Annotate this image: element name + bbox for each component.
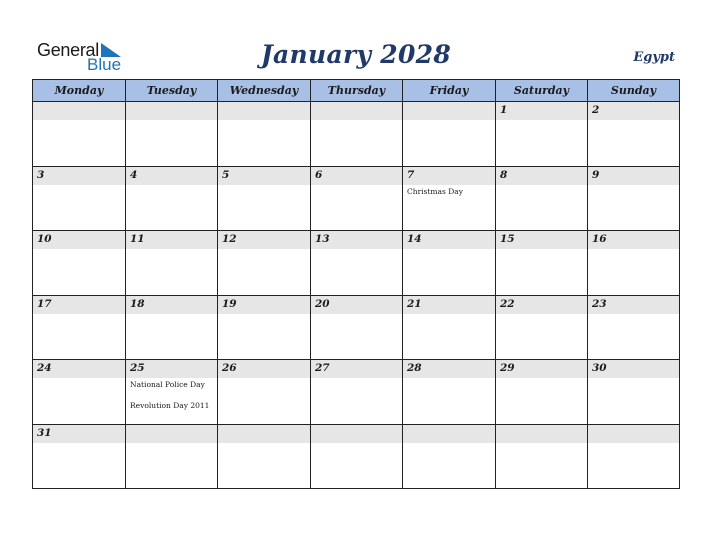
day-number-band: [403, 102, 495, 120]
day-cell-26: [218, 360, 311, 424]
day-number: 28: [407, 362, 422, 374]
day-cell-5: [218, 167, 311, 231]
day-number: 27: [315, 362, 330, 374]
day-number-band: [588, 167, 679, 185]
week-row: [33, 425, 679, 490]
day-cell-17: [33, 296, 126, 360]
day-number: 17: [37, 297, 52, 310]
calendar-title: January 2028: [260, 40, 452, 69]
day-cell-9: [588, 167, 679, 231]
day-number-band: [403, 167, 495, 185]
day-cell-empty: [588, 425, 679, 490]
day-cell-29: [496, 360, 588, 424]
day-number: 23: [592, 297, 607, 310]
day-cell-25: [126, 360, 218, 424]
day-cell-30: [588, 360, 679, 424]
day-number-band: [218, 102, 310, 120]
day-number-band: [588, 425, 679, 443]
weekday-header-tuesday: Tuesday: [126, 80, 218, 101]
day-number: 16: [592, 233, 607, 245]
day-cell-empty: [126, 425, 218, 490]
day-cell-15: [496, 231, 588, 295]
day-number: 22: [500, 297, 515, 310]
day-number: 26: [222, 362, 237, 374]
day-number: 29: [500, 362, 515, 374]
day-number-band: [33, 102, 125, 120]
day-number-band: [311, 425, 402, 443]
day-cell-empty: [403, 425, 496, 490]
day-cell-7: [403, 167, 496, 231]
day-number: 6: [315, 168, 323, 181]
country-label: Egypt: [633, 50, 675, 65]
day-number: 21: [407, 297, 422, 310]
week-row: [33, 360, 679, 425]
weekday-header-monday: Monday: [33, 80, 126, 101]
day-number: 31: [37, 426, 52, 439]
day-cell-8: [496, 167, 588, 231]
day-number-band: [218, 167, 310, 185]
day-cell-3: [33, 167, 126, 231]
day-cell-10: [33, 231, 126, 295]
day-cell-20: [311, 296, 403, 360]
week-row: [33, 296, 679, 361]
day-number-band: [218, 425, 310, 443]
day-cell-31: [33, 425, 126, 490]
day-cell-empty: [126, 102, 218, 166]
holiday-label: Revolution Day 2011: [130, 401, 210, 410]
day-number: 25: [130, 362, 145, 374]
day-number: 1: [500, 104, 508, 116]
day-number: 14: [407, 233, 422, 245]
day-number-band: [403, 425, 495, 443]
day-cell-11: [126, 231, 218, 295]
day-cell-12: [218, 231, 311, 295]
day-cell-4: [126, 167, 218, 231]
weekday-header-thursday: Thursday: [311, 80, 403, 101]
day-cell-empty: [218, 425, 311, 490]
day-cell-empty: [496, 425, 588, 490]
day-cell-14: [403, 231, 496, 295]
day-number: 3: [37, 168, 45, 181]
day-number: 5: [222, 168, 230, 181]
day-number: 24: [37, 362, 52, 374]
logo-text-blue: Blue: [87, 55, 122, 74]
day-cell-21: [403, 296, 496, 360]
day-number: 12: [222, 233, 237, 245]
day-cell-19: [218, 296, 311, 360]
day-cell-empty: [218, 102, 311, 166]
day-number-band: [588, 102, 679, 120]
day-number-band: [311, 167, 402, 185]
week-row: [33, 231, 679, 296]
holiday-list: [407, 186, 493, 207]
weekday-header-friday: Friday: [403, 80, 496, 101]
day-number: 15: [500, 233, 515, 245]
day-number: 9: [592, 168, 600, 181]
day-cell-13: [311, 231, 403, 295]
weekday-header-saturday: Saturday: [496, 80, 588, 101]
day-cell-empty: [403, 102, 496, 166]
day-number-band: [126, 425, 217, 443]
holiday-label: Christmas Day: [407, 186, 463, 196]
day-number: 4: [130, 168, 138, 181]
day-cell-24: [33, 360, 126, 424]
day-cell-28: [403, 360, 496, 424]
day-number-band: [311, 102, 402, 120]
week-row: [33, 102, 679, 167]
day-cell-18: [126, 296, 218, 360]
weekday-header-wednesday: Wednesday: [218, 80, 311, 101]
day-number-band: [126, 167, 217, 185]
day-number: 18: [130, 297, 145, 310]
day-cell-22: [496, 296, 588, 360]
day-number: 11: [130, 233, 145, 245]
week-row: [33, 167, 679, 232]
weekday-header-sunday: Sunday: [610, 84, 657, 97]
day-number-band: [496, 167, 587, 185]
day-cell-23: [588, 296, 679, 360]
day-number: 19: [222, 297, 237, 310]
day-number: 20: [315, 297, 330, 310]
day-number: 30: [592, 362, 607, 374]
day-cell-27: [311, 360, 403, 424]
day-cell-1: [496, 102, 588, 166]
day-number-band: [496, 102, 587, 120]
day-number: 10: [37, 233, 52, 245]
day-cell-16: [588, 231, 679, 295]
day-cell-empty: [311, 425, 403, 490]
day-cell-empty: [33, 102, 126, 166]
day-number-band: [33, 167, 125, 185]
day-cell-empty: [311, 102, 403, 166]
holiday-label: National Police Day: [130, 380, 205, 389]
weekday-header-row: [33, 80, 679, 102]
day-number: 2: [592, 104, 600, 116]
day-cell-2: [588, 102, 679, 166]
day-cell-6: [311, 167, 403, 231]
day-number: 7: [407, 168, 415, 181]
logo-text-general: General: [37, 40, 99, 60]
holiday-list: [130, 379, 215, 421]
calendar-grid: [32, 79, 680, 489]
day-number-band: [496, 425, 587, 443]
day-number: 13: [315, 233, 330, 245]
day-number: 8: [500, 168, 508, 181]
day-number-band: [126, 102, 217, 120]
